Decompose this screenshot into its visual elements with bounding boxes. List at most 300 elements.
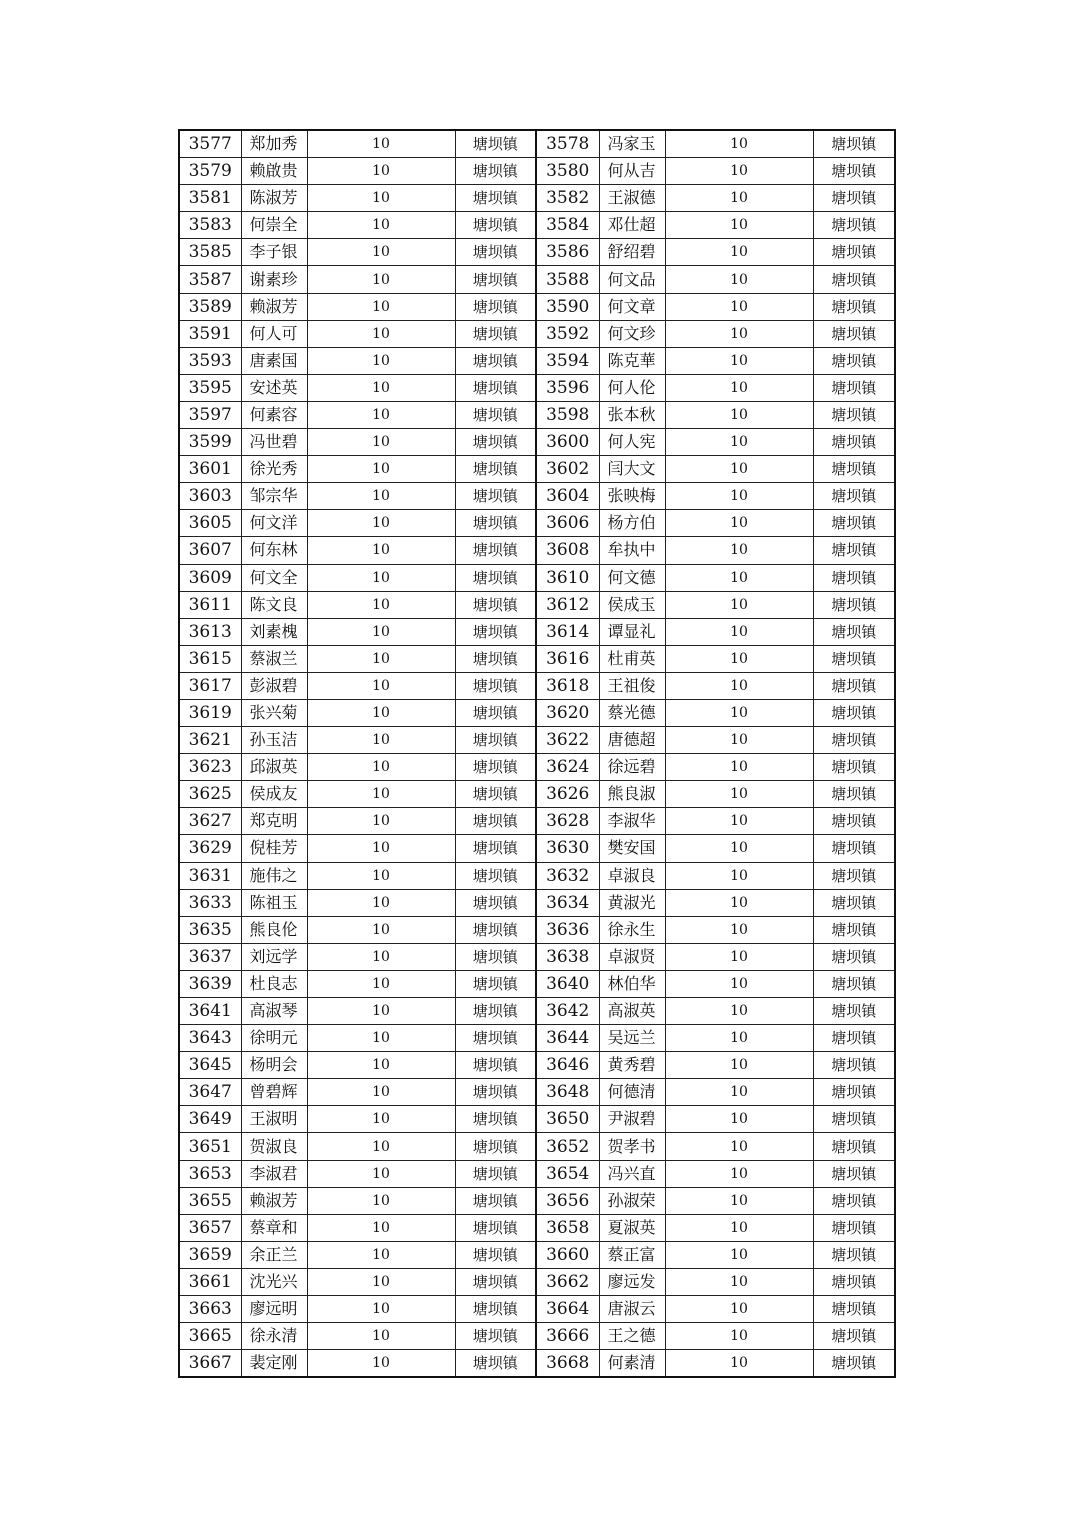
amount-cell: 10 — [307, 212, 455, 239]
name-cell: 裴定刚 — [241, 1350, 307, 1378]
amount-cell: 10 — [665, 916, 813, 943]
town-cell: 塘坝镇 — [455, 266, 536, 293]
table-row — [179, 1214, 895, 1241]
name-cell: 何德清 — [599, 1079, 665, 1106]
serial-number-cell: 3667 — [179, 1350, 241, 1378]
town-cell: 塘坝镇 — [455, 1241, 536, 1268]
town-cell: 塘坝镇 — [455, 1079, 536, 1106]
amount-cell: 10 — [665, 862, 813, 889]
name-cell: 廖远发 — [599, 1268, 665, 1295]
amount-cell: 10 — [665, 645, 813, 672]
serial-number-cell: 3647 — [179, 1079, 241, 1106]
serial-number-cell: 3607 — [179, 537, 241, 564]
amount-cell: 10 — [307, 1241, 455, 1268]
serial-number-cell: 3611 — [179, 591, 241, 618]
table-row — [179, 320, 895, 347]
serial-number-cell: 3619 — [179, 699, 241, 726]
town-cell: 塘坝镇 — [455, 727, 536, 754]
serial-number-cell: 3591 — [179, 320, 241, 347]
name-cell: 蔡淑兰 — [241, 645, 307, 672]
name-cell: 徐明元 — [241, 1025, 307, 1052]
town-cell: 塘坝镇 — [813, 645, 895, 672]
serial-number-cell: 3617 — [179, 672, 241, 699]
name-cell: 何人伦 — [599, 374, 665, 401]
serial-number-cell: 3595 — [179, 374, 241, 401]
table-row — [179, 564, 895, 591]
serial-number-cell: 3609 — [179, 564, 241, 591]
serial-number-cell: 3577 — [179, 130, 241, 158]
serial-number-cell: 3601 — [179, 456, 241, 483]
amount-cell: 10 — [307, 401, 455, 428]
serial-number-cell: 3632 — [536, 862, 599, 889]
town-cell: 塘坝镇 — [813, 727, 895, 754]
serial-number-cell: 3646 — [536, 1052, 599, 1079]
serial-number-cell: 3657 — [179, 1214, 241, 1241]
name-cell: 张兴菊 — [241, 699, 307, 726]
name-cell: 何从吉 — [599, 158, 665, 185]
town-cell: 塘坝镇 — [455, 1025, 536, 1052]
serial-number-cell: 3604 — [536, 483, 599, 510]
table-row — [179, 1025, 895, 1052]
serial-number-cell: 3593 — [179, 347, 241, 374]
amount-cell: 10 — [307, 1025, 455, 1052]
serial-number-cell: 3650 — [536, 1106, 599, 1133]
town-cell: 塘坝镇 — [455, 1296, 536, 1323]
town-cell: 塘坝镇 — [813, 347, 895, 374]
name-cell: 熊良伦 — [241, 916, 307, 943]
table-row — [179, 1079, 895, 1106]
name-cell: 王祖俊 — [599, 672, 665, 699]
name-cell: 冯世碧 — [241, 429, 307, 456]
serial-number-cell: 3600 — [536, 429, 599, 456]
amount-cell: 10 — [307, 699, 455, 726]
town-cell: 塘坝镇 — [813, 835, 895, 862]
table-row — [179, 1106, 895, 1133]
amount-cell: 10 — [307, 483, 455, 510]
amount-cell: 10 — [665, 1106, 813, 1133]
name-cell: 何文德 — [599, 564, 665, 591]
table-row — [179, 456, 895, 483]
name-cell: 闫大文 — [599, 456, 665, 483]
table-row — [179, 672, 895, 699]
town-cell: 塘坝镇 — [455, 239, 536, 266]
amount-cell: 10 — [665, 591, 813, 618]
name-cell: 邹宗华 — [241, 483, 307, 510]
name-cell: 尹淑碧 — [599, 1106, 665, 1133]
town-cell: 塘坝镇 — [813, 293, 895, 320]
amount-cell: 10 — [307, 374, 455, 401]
town-cell: 塘坝镇 — [813, 564, 895, 591]
town-cell: 塘坝镇 — [455, 158, 536, 185]
name-cell: 侯成玉 — [599, 591, 665, 618]
town-cell: 塘坝镇 — [813, 781, 895, 808]
name-cell: 唐德超 — [599, 727, 665, 754]
table-row — [179, 943, 895, 970]
amount-cell: 10 — [307, 239, 455, 266]
serial-number-cell: 3664 — [536, 1296, 599, 1323]
table-row — [179, 781, 895, 808]
town-cell: 塘坝镇 — [455, 564, 536, 591]
amount-cell: 10 — [307, 1323, 455, 1350]
name-cell: 倪桂芳 — [241, 835, 307, 862]
amount-cell: 10 — [307, 916, 455, 943]
name-cell: 蔡正富 — [599, 1241, 665, 1268]
town-cell: 塘坝镇 — [455, 1268, 536, 1295]
amount-cell: 10 — [665, 672, 813, 699]
serial-number-cell: 3648 — [536, 1079, 599, 1106]
name-cell: 何文洋 — [241, 510, 307, 537]
table-row — [179, 239, 895, 266]
serial-number-cell: 3666 — [536, 1323, 599, 1350]
name-cell: 李子银 — [241, 239, 307, 266]
serial-number-cell: 3656 — [536, 1187, 599, 1214]
name-cell: 徐永生 — [599, 916, 665, 943]
town-cell: 塘坝镇 — [455, 537, 536, 564]
town-cell: 塘坝镇 — [455, 347, 536, 374]
amount-cell: 10 — [665, 1187, 813, 1214]
name-cell: 蔡章和 — [241, 1214, 307, 1241]
name-cell: 何东林 — [241, 537, 307, 564]
table-row — [179, 158, 895, 185]
town-cell: 塘坝镇 — [455, 889, 536, 916]
table-row — [179, 808, 895, 835]
amount-cell: 10 — [665, 808, 813, 835]
amount-cell: 10 — [307, 591, 455, 618]
town-cell: 塘坝镇 — [455, 835, 536, 862]
name-cell: 余正兰 — [241, 1241, 307, 1268]
amount-cell: 10 — [665, 239, 813, 266]
name-cell: 张映梅 — [599, 483, 665, 510]
table-row — [179, 727, 895, 754]
amount-cell: 10 — [665, 537, 813, 564]
town-cell: 塘坝镇 — [455, 293, 536, 320]
name-cell: 牟执中 — [599, 537, 665, 564]
amount-cell: 10 — [665, 212, 813, 239]
serial-number-cell: 3668 — [536, 1350, 599, 1378]
town-cell: 塘坝镇 — [813, 591, 895, 618]
amount-cell: 10 — [307, 1296, 455, 1323]
serial-number-cell: 3613 — [179, 618, 241, 645]
table-row — [179, 591, 895, 618]
amount-cell: 10 — [665, 320, 813, 347]
town-cell: 塘坝镇 — [813, 537, 895, 564]
name-cell: 贺淑良 — [241, 1133, 307, 1160]
name-cell: 樊安国 — [599, 835, 665, 862]
amount-cell: 10 — [307, 456, 455, 483]
amount-cell: 10 — [665, 564, 813, 591]
name-cell: 高淑英 — [599, 998, 665, 1025]
town-cell: 塘坝镇 — [813, 1241, 895, 1268]
town-cell: 塘坝镇 — [813, 212, 895, 239]
town-cell: 塘坝镇 — [813, 320, 895, 347]
amount-cell: 10 — [665, 456, 813, 483]
amount-cell: 10 — [307, 510, 455, 537]
table-row — [179, 374, 895, 401]
serial-number-cell: 3578 — [536, 130, 599, 158]
town-cell: 塘坝镇 — [813, 1025, 895, 1052]
table-row — [179, 1296, 895, 1323]
name-cell: 高淑琴 — [241, 998, 307, 1025]
amount-cell: 10 — [665, 998, 813, 1025]
table-row — [179, 212, 895, 239]
amount-cell: 10 — [307, 293, 455, 320]
serial-number-cell: 3631 — [179, 862, 241, 889]
name-cell: 赖淑芳 — [241, 293, 307, 320]
name-cell: 刘素槐 — [241, 618, 307, 645]
name-cell: 何崇全 — [241, 212, 307, 239]
town-cell: 塘坝镇 — [455, 754, 536, 781]
name-cell: 施伟之 — [241, 862, 307, 889]
serial-number-cell: 3599 — [179, 429, 241, 456]
serial-number-cell: 3638 — [536, 943, 599, 970]
serial-number-cell: 3624 — [536, 754, 599, 781]
serial-number-cell: 3622 — [536, 727, 599, 754]
town-cell: 塘坝镇 — [455, 1106, 536, 1133]
serial-number-cell: 3606 — [536, 510, 599, 537]
town-cell: 塘坝镇 — [813, 943, 895, 970]
table-row — [179, 1187, 895, 1214]
amount-cell: 10 — [665, 1241, 813, 1268]
name-cell: 夏淑英 — [599, 1214, 665, 1241]
town-cell: 塘坝镇 — [813, 970, 895, 997]
name-cell: 陈文良 — [241, 591, 307, 618]
town-cell: 塘坝镇 — [813, 998, 895, 1025]
serial-number-cell: 3642 — [536, 998, 599, 1025]
amount-cell: 10 — [665, 401, 813, 428]
amount-cell: 10 — [307, 645, 455, 672]
serial-number-cell: 3581 — [179, 185, 241, 212]
serial-number-cell: 3608 — [536, 537, 599, 564]
amount-cell: 10 — [307, 429, 455, 456]
serial-number-cell: 3637 — [179, 943, 241, 970]
serial-number-cell: 3655 — [179, 1187, 241, 1214]
town-cell: 塘坝镇 — [813, 239, 895, 266]
serial-number-cell: 3644 — [536, 1025, 599, 1052]
name-cell: 侯成友 — [241, 781, 307, 808]
serial-number-cell: 3583 — [179, 212, 241, 239]
amount-cell: 10 — [665, 889, 813, 916]
amount-cell: 10 — [307, 672, 455, 699]
serial-number-cell: 3610 — [536, 564, 599, 591]
town-cell: 塘坝镇 — [813, 1133, 895, 1160]
amount-cell: 10 — [307, 862, 455, 889]
name-cell: 何素清 — [599, 1350, 665, 1378]
records-table — [178, 129, 896, 1378]
amount-cell: 10 — [665, 510, 813, 537]
table-row — [179, 835, 895, 862]
name-cell: 熊良淑 — [599, 781, 665, 808]
serial-number-cell: 3585 — [179, 239, 241, 266]
serial-number-cell: 3663 — [179, 1296, 241, 1323]
serial-number-cell: 3636 — [536, 916, 599, 943]
town-cell: 塘坝镇 — [455, 916, 536, 943]
name-cell: 谭显礼 — [599, 618, 665, 645]
name-cell: 谢素珍 — [241, 266, 307, 293]
town-cell: 塘坝镇 — [455, 998, 536, 1025]
town-cell: 塘坝镇 — [455, 1160, 536, 1187]
town-cell: 塘坝镇 — [455, 591, 536, 618]
serial-number-cell: 3629 — [179, 835, 241, 862]
serial-number-cell: 3605 — [179, 510, 241, 537]
serial-number-cell: 3633 — [179, 889, 241, 916]
town-cell: 塘坝镇 — [455, 1052, 536, 1079]
town-cell: 塘坝镇 — [813, 916, 895, 943]
table-row — [179, 537, 895, 564]
town-cell: 塘坝镇 — [455, 212, 536, 239]
amount-cell: 10 — [665, 1268, 813, 1295]
table-row — [179, 266, 895, 293]
town-cell: 塘坝镇 — [813, 401, 895, 428]
amount-cell: 10 — [307, 1214, 455, 1241]
serial-number-cell: 3643 — [179, 1025, 241, 1052]
amount-cell: 10 — [665, 185, 813, 212]
name-cell: 黄淑光 — [599, 889, 665, 916]
town-cell: 塘坝镇 — [813, 374, 895, 401]
table-row — [179, 1160, 895, 1187]
table-row — [179, 293, 895, 320]
amount-cell: 10 — [307, 1350, 455, 1378]
town-cell: 塘坝镇 — [455, 970, 536, 997]
amount-cell: 10 — [665, 130, 813, 158]
name-cell: 廖远明 — [241, 1296, 307, 1323]
serial-number-cell: 3597 — [179, 401, 241, 428]
serial-number-cell: 3598 — [536, 401, 599, 428]
serial-number-cell: 3635 — [179, 916, 241, 943]
amount-cell: 10 — [665, 754, 813, 781]
amount-cell: 10 — [665, 727, 813, 754]
town-cell: 塘坝镇 — [455, 374, 536, 401]
name-cell: 何人宪 — [599, 429, 665, 456]
amount-cell: 10 — [665, 1323, 813, 1350]
amount-cell: 10 — [665, 293, 813, 320]
table-row — [179, 754, 895, 781]
town-cell: 塘坝镇 — [455, 808, 536, 835]
serial-number-cell: 3589 — [179, 293, 241, 320]
town-cell: 塘坝镇 — [455, 1350, 536, 1378]
town-cell: 塘坝镇 — [813, 266, 895, 293]
name-cell: 卓淑贤 — [599, 943, 665, 970]
amount-cell: 10 — [665, 429, 813, 456]
town-cell: 塘坝镇 — [455, 185, 536, 212]
town-cell: 塘坝镇 — [455, 618, 536, 645]
town-cell: 塘坝镇 — [813, 1350, 895, 1378]
amount-cell: 10 — [307, 808, 455, 835]
town-cell: 塘坝镇 — [813, 862, 895, 889]
table-row — [179, 862, 895, 889]
name-cell: 何素容 — [241, 401, 307, 428]
amount-cell: 10 — [307, 564, 455, 591]
name-cell: 贺孝书 — [599, 1133, 665, 1160]
name-cell: 徐光秀 — [241, 456, 307, 483]
amount-cell: 10 — [307, 185, 455, 212]
amount-cell: 10 — [307, 1160, 455, 1187]
town-cell: 塘坝镇 — [813, 1106, 895, 1133]
amount-cell: 10 — [665, 699, 813, 726]
serial-number-cell: 3628 — [536, 808, 599, 835]
serial-number-cell: 3662 — [536, 1268, 599, 1295]
table-row — [179, 645, 895, 672]
name-cell: 唐素国 — [241, 347, 307, 374]
town-cell: 塘坝镇 — [813, 889, 895, 916]
name-cell: 赖淑芳 — [241, 1187, 307, 1214]
serial-number-cell: 3653 — [179, 1160, 241, 1187]
town-cell: 塘坝镇 — [455, 320, 536, 347]
serial-number-cell: 3586 — [536, 239, 599, 266]
name-cell: 何文章 — [599, 293, 665, 320]
serial-number-cell: 3587 — [179, 266, 241, 293]
serial-number-cell: 3627 — [179, 808, 241, 835]
serial-number-cell: 3616 — [536, 645, 599, 672]
town-cell: 塘坝镇 — [455, 1323, 536, 1350]
name-cell: 吴远兰 — [599, 1025, 665, 1052]
town-cell: 塘坝镇 — [455, 483, 536, 510]
amount-cell: 10 — [307, 1079, 455, 1106]
amount-cell: 10 — [307, 727, 455, 754]
amount-cell: 10 — [307, 618, 455, 645]
serial-number-cell: 3630 — [536, 835, 599, 862]
table-row — [179, 429, 895, 456]
town-cell: 塘坝镇 — [455, 130, 536, 158]
town-cell: 塘坝镇 — [813, 158, 895, 185]
amount-cell: 10 — [307, 781, 455, 808]
serial-number-cell: 3658 — [536, 1214, 599, 1241]
amount-cell: 10 — [307, 1106, 455, 1133]
name-cell: 曾碧辉 — [241, 1079, 307, 1106]
serial-number-cell: 3621 — [179, 727, 241, 754]
serial-number-cell: 3626 — [536, 781, 599, 808]
table-row — [179, 970, 895, 997]
name-cell: 杨明会 — [241, 1052, 307, 1079]
town-cell: 塘坝镇 — [813, 1187, 895, 1214]
amount-cell: 10 — [307, 1052, 455, 1079]
amount-cell: 10 — [665, 1133, 813, 1160]
serial-number-cell: 3652 — [536, 1133, 599, 1160]
town-cell: 塘坝镇 — [455, 672, 536, 699]
name-cell: 孙玉洁 — [241, 727, 307, 754]
name-cell: 何文品 — [599, 266, 665, 293]
serial-number-cell: 3615 — [179, 645, 241, 672]
amount-cell: 10 — [307, 158, 455, 185]
name-cell: 黄秀碧 — [599, 1052, 665, 1079]
serial-number-cell: 3618 — [536, 672, 599, 699]
name-cell: 张本秋 — [599, 401, 665, 428]
table-row — [179, 1052, 895, 1079]
name-cell: 郑克明 — [241, 808, 307, 835]
serial-number-cell: 3623 — [179, 754, 241, 781]
town-cell: 塘坝镇 — [455, 1214, 536, 1241]
amount-cell: 10 — [665, 1079, 813, 1106]
name-cell: 冯家玉 — [599, 130, 665, 158]
name-cell: 徐远碧 — [599, 754, 665, 781]
serial-number-cell: 3594 — [536, 347, 599, 374]
name-cell: 何文全 — [241, 564, 307, 591]
serial-number-cell: 3639 — [179, 970, 241, 997]
amount-cell: 10 — [665, 266, 813, 293]
table-row — [179, 1323, 895, 1350]
table-row — [179, 916, 895, 943]
serial-number-cell: 3579 — [179, 158, 241, 185]
table-row — [179, 510, 895, 537]
name-cell: 郑加秀 — [241, 130, 307, 158]
serial-number-cell: 3660 — [536, 1241, 599, 1268]
town-cell: 塘坝镇 — [813, 808, 895, 835]
town-cell: 塘坝镇 — [455, 456, 536, 483]
amount-cell: 10 — [665, 158, 813, 185]
serial-number-cell: 3640 — [536, 970, 599, 997]
town-cell: 塘坝镇 — [455, 645, 536, 672]
serial-number-cell: 3602 — [536, 456, 599, 483]
name-cell: 杨方伯 — [599, 510, 665, 537]
